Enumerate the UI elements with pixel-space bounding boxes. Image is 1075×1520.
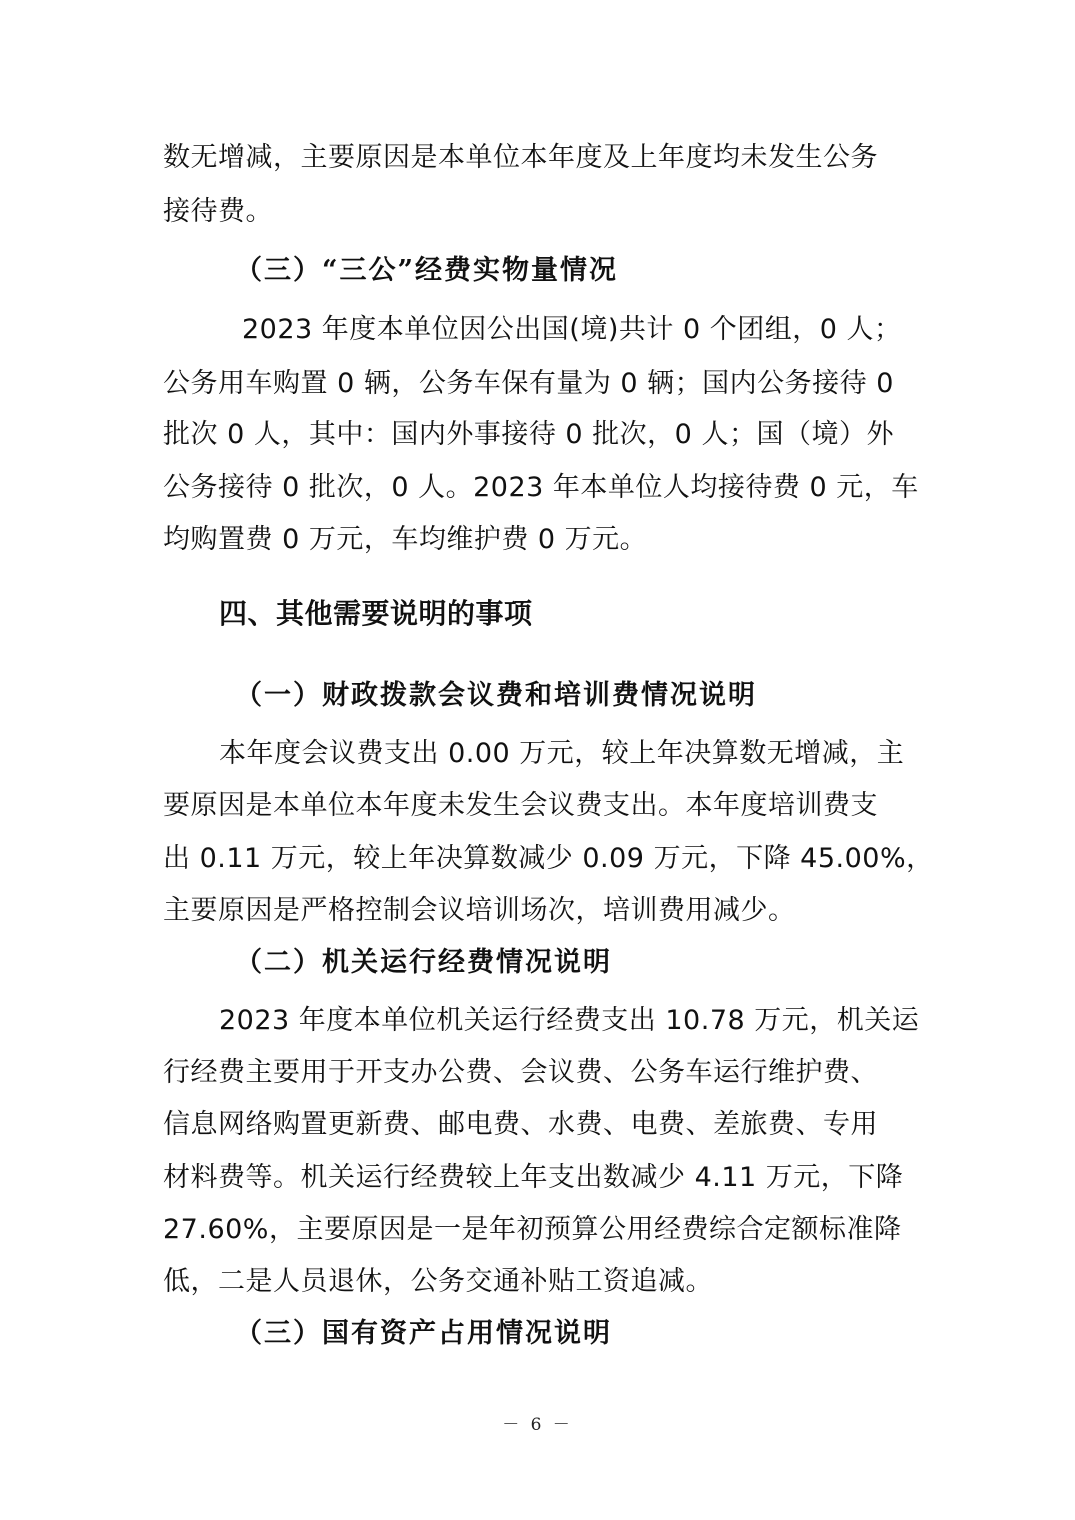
paragraph-line: 出 0.11 万元，较上年决算数减少 0.09 万元，下降 45.00%， [163, 843, 934, 874]
paragraph-line: 2023 年度本单位机关运行经费支出 10.78 万元，机关运 [219, 1005, 920, 1036]
paragraph-line: 公务用车购置 0 辆，公务车保有量为 0 辆；国内公务接待 0 [163, 368, 894, 399]
paragraph-line: 本年度会议费支出 0.00 万元，较上年决算数无增减，主 [219, 738, 905, 769]
paragraph-line: 数无增减，主要原因是本单位本年度及上年度均未发生公务 [163, 142, 878, 173]
paragraph-line: 批次 0 人，其中：国内外事接待 0 批次，0 人；国（境）外 [163, 419, 894, 450]
paragraph-line: 2023 年度本单位因公出国(境)共计 0 个团组，0 人； [242, 314, 902, 345]
paragraph-line: 低，二是人员退休，公务交通补贴工资追减。 [163, 1266, 713, 1297]
paragraph-line: 接待费。 [163, 196, 273, 227]
paragraph-line: 主要原因是严格控制会议培训场次，培训费用减少。 [163, 895, 796, 926]
paragraph-line: 要原因是本单位本年度未发生会议费支出。本年度培训费支 [163, 790, 878, 821]
paragraph-line: 材料费等。机关运行经费较上年支出数减少 4.11 万元，下降 [163, 1162, 904, 1193]
paragraph-line: 行经费主要用于开支办公费、会议费、公务车运行维护费、 [163, 1057, 878, 1088]
subsection-heading: （二）机关运行经费情况说明 [235, 947, 612, 978]
paragraph-line: 公务接待 0 批次，0 人。2023 年本单位人均接待费 0 元，车 [163, 472, 919, 503]
paragraph-line: 信息网络购置更新费、邮电费、水费、电费、差旅费、专用 [163, 1109, 878, 1140]
section-heading: 四、其他需要说明的事项 [219, 597, 533, 630]
subsection-heading: （一）财政拨款会议费和培训费情况说明 [235, 680, 757, 711]
subsection-heading: （三）“三公”经费实物量情况 [235, 255, 619, 286]
paragraph-line: 27.60%，主要原因是一是年初预算公用经费综合定额标准降 [163, 1214, 902, 1245]
subsection-heading: （三）国有资产占用情况说明 [235, 1318, 612, 1349]
page-number: － 6 － [502, 1415, 573, 1435]
paragraph-line: 均购置费 0 万元，车均维护费 0 万元。 [163, 524, 648, 555]
